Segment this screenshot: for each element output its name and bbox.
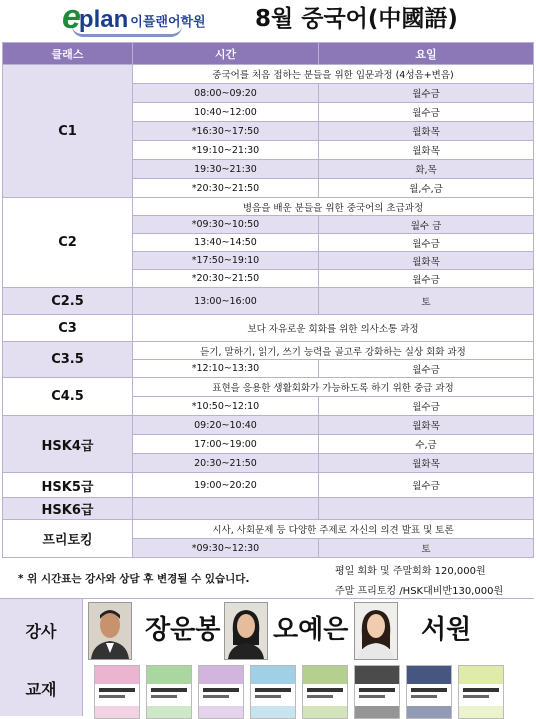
teacher-label: 강사 bbox=[0, 599, 83, 661]
class-label: C3 bbox=[3, 315, 133, 342]
time-cell: *17:50~19:10 bbox=[133, 252, 319, 270]
day-cell bbox=[319, 498, 534, 520]
course-description: 듣기, 말하기, 읽기, 쓰기 능력을 골고루 강화하는 실상 회화 과정 bbox=[133, 342, 534, 360]
time-cell: 19:00~20:20 bbox=[133, 473, 319, 498]
price-weekday: 평일 회화 및 주말회화 120,000원 bbox=[335, 566, 486, 577]
time-cell: *16:30~17:50 bbox=[133, 122, 319, 141]
logo-korean: 이플랜어학원 bbox=[130, 15, 206, 30]
logo-word: plan bbox=[78, 6, 129, 33]
teacher-name: 장운봉 bbox=[145, 615, 221, 645]
textbook-cover bbox=[146, 665, 192, 719]
header-time: 시간 bbox=[133, 43, 319, 65]
class-label: C2.5 bbox=[3, 288, 133, 315]
day-cell: 월수금 bbox=[319, 473, 534, 498]
header-class: 클래스 bbox=[3, 43, 133, 65]
time-cell: *19:10~21:30 bbox=[133, 141, 319, 160]
day-cell: 월화목 bbox=[319, 141, 534, 160]
day-cell: 월수금 bbox=[319, 360, 534, 378]
class-label: HSK5급 bbox=[3, 473, 133, 498]
day-cell: 월화목 bbox=[319, 454, 534, 473]
teacher-row bbox=[0, 598, 534, 662]
day-cell: 화,목 bbox=[319, 160, 534, 179]
class-label: C4.5 bbox=[3, 378, 133, 416]
course-description: 표현을 응용한 생활회화가 가능하도록 하기 위한 중급 과정 bbox=[133, 378, 534, 397]
time-cell: 17:00~19:00 bbox=[133, 435, 319, 454]
teacher-name: 오예은 bbox=[273, 615, 349, 645]
day-cell: 월수금 bbox=[319, 270, 534, 288]
textbook-label: 교재 bbox=[0, 661, 83, 716]
time-cell: *20:30~21:50 bbox=[133, 179, 319, 198]
day-cell: 수,금 bbox=[319, 435, 534, 454]
teacher-name: 서원 bbox=[421, 615, 472, 645]
textbook-cover bbox=[458, 665, 504, 719]
course-description: 중국어를 처음 접하는 분들을 위한 입문과정 (4성음+변음) bbox=[133, 65, 534, 84]
time-cell: 20:30~21:50 bbox=[133, 454, 319, 473]
teacher-photo bbox=[224, 602, 268, 660]
class-label: C1 bbox=[3, 65, 133, 198]
bottom-section bbox=[0, 598, 534, 716]
day-cell: 월,수,금 bbox=[319, 179, 534, 198]
day-cell: 월화목 bbox=[319, 122, 534, 141]
course-description: 병음을 배운 분들을 위한 중국어의 초급과정 bbox=[133, 198, 534, 216]
time-cell: 13:00~16:00 bbox=[133, 288, 319, 315]
eplan-logo bbox=[62, 0, 206, 36]
day-cell: 토 bbox=[319, 288, 534, 315]
time-cell: *10:50~12:10 bbox=[133, 397, 319, 416]
time-cell bbox=[133, 498, 319, 520]
textbook-cover bbox=[406, 665, 452, 719]
day-cell: 월화목 bbox=[319, 416, 534, 435]
page-title: 8월 중국어(中國語) bbox=[255, 6, 458, 32]
course-description: 보다 자유로운 회화를 위한 의사소통 과정 bbox=[133, 315, 534, 342]
textbook-cover bbox=[198, 665, 244, 719]
textbook-cover bbox=[354, 665, 400, 719]
day-cell: 월수금 bbox=[319, 234, 534, 252]
logo-mark: e bbox=[62, 0, 81, 36]
textbook-cover bbox=[302, 665, 348, 719]
teacher-photo bbox=[88, 602, 132, 660]
logo-swoosh bbox=[72, 26, 182, 37]
header-day: 요일 bbox=[319, 43, 534, 65]
person-icon bbox=[225, 603, 267, 659]
day-cell: 월화목 bbox=[319, 252, 534, 270]
class-label: 프리토킹 bbox=[3, 520, 133, 558]
class-label: HSK4급 bbox=[3, 416, 133, 473]
textbook-row bbox=[0, 661, 534, 716]
time-cell: 13:40~14:50 bbox=[133, 234, 319, 252]
time-cell: 10:40~12:00 bbox=[133, 103, 319, 122]
time-cell: *09:30~12:30 bbox=[133, 539, 319, 558]
person-icon bbox=[355, 603, 397, 659]
time-cell: *20:30~21:50 bbox=[133, 270, 319, 288]
header bbox=[0, 0, 536, 40]
class-label: HSK6급 bbox=[3, 498, 133, 520]
class-label: C2 bbox=[3, 198, 133, 288]
schedule-note: * 위 시간표는 강사와 상담 후 변경될 수 있습니다. bbox=[18, 573, 250, 585]
price-weekend: 주말 프리토킹 /HSK대비반130,000원 bbox=[335, 586, 504, 597]
day-cell: 월수금 bbox=[319, 103, 534, 122]
course-description: 시사, 사회문제 등 다양한 주제로 자신의 의견 발표 및 토론 bbox=[133, 520, 534, 539]
day-cell: 월수 금 bbox=[319, 216, 534, 234]
textbook-cover bbox=[250, 665, 296, 719]
teacher-photo bbox=[354, 602, 398, 660]
person-icon bbox=[89, 603, 131, 659]
time-cell: 08:00~09:20 bbox=[133, 84, 319, 103]
time-cell: *12:10~13:30 bbox=[133, 360, 319, 378]
time-cell: 19:30~21:30 bbox=[133, 160, 319, 179]
time-cell: *09:30~10:50 bbox=[133, 216, 319, 234]
schedule-table bbox=[2, 42, 534, 558]
day-cell: 월수금 bbox=[319, 397, 534, 416]
textbook-cover bbox=[94, 665, 140, 719]
day-cell: 토 bbox=[319, 539, 534, 558]
time-cell: 09:20~10:40 bbox=[133, 416, 319, 435]
class-label: C3.5 bbox=[3, 342, 133, 378]
day-cell: 월수금 bbox=[319, 84, 534, 103]
